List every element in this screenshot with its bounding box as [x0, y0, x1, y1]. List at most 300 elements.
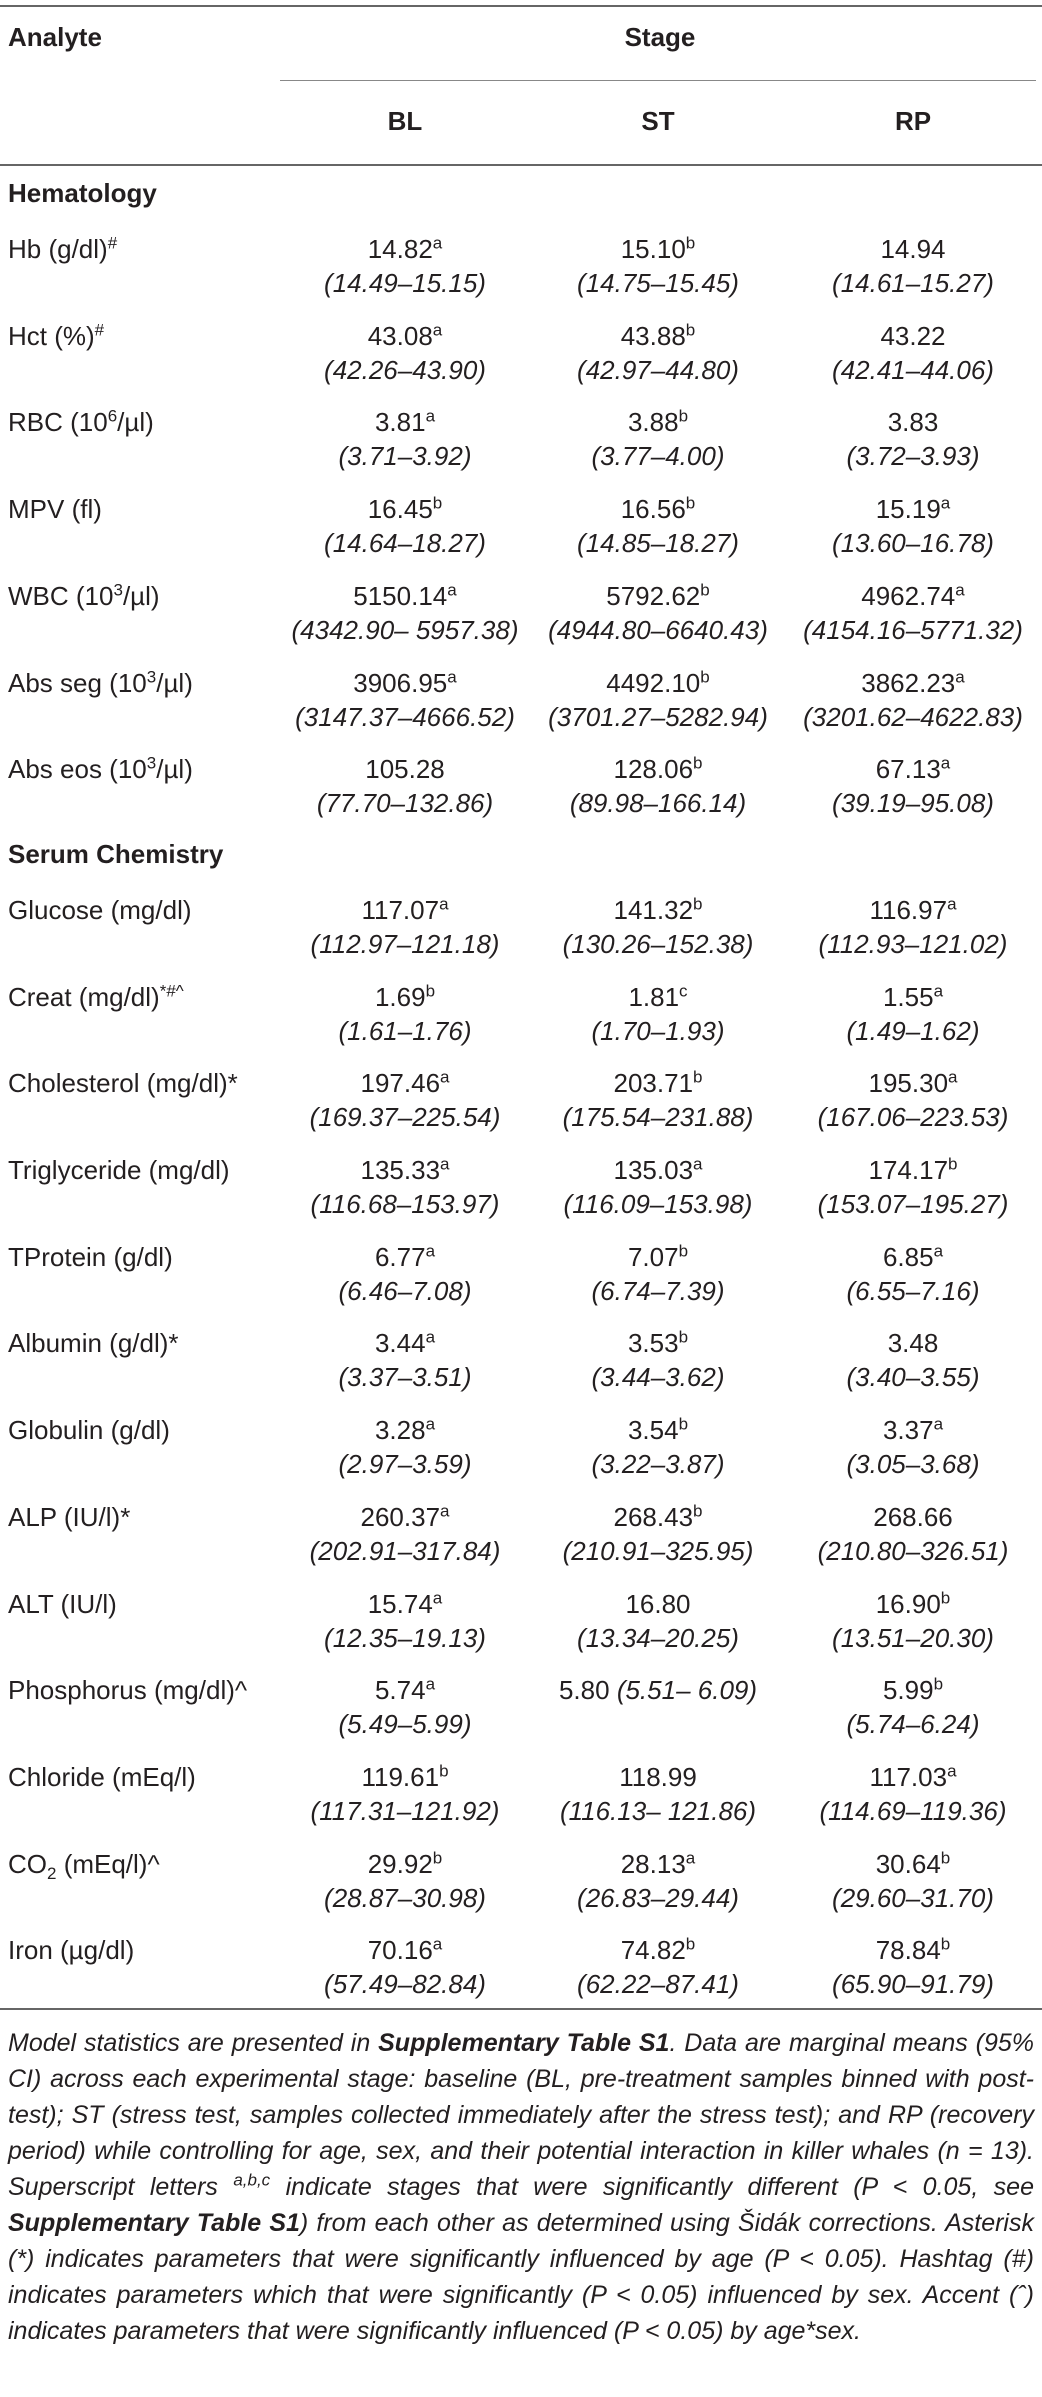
value-sup: b [940, 1847, 951, 1867]
value-rp [786, 1328, 1040, 1358]
value-bl [280, 1762, 530, 1792]
ci-bl: (202.91–317.84) [309, 1535, 501, 1566]
bottom-rule [0, 2008, 1042, 2010]
value-bl [280, 1935, 530, 1965]
value-text: 43.08 [367, 320, 433, 351]
label-text: Hct (%) [8, 320, 95, 351]
value-bl [280, 1502, 530, 1532]
value-text: 30.64 [875, 1848, 941, 1879]
value-text: 3.54 [627, 1415, 679, 1446]
value-sup: b [678, 1327, 689, 1347]
ci-rp: (153.07–195.27) [817, 1189, 1009, 1219]
value-st [530, 668, 786, 698]
value-text: 5.80 [558, 1675, 610, 1706]
value-rp [786, 668, 1040, 698]
value-sup: b [700, 580, 710, 600]
caption-text-3: indicate stages that were significantly different (P < 0.05, see [270, 2173, 1034, 2201]
row-label [8, 1328, 179, 1358]
value-sup: b [685, 493, 696, 513]
row-label [8, 668, 193, 698]
value-rp [786, 1589, 1040, 1619]
header-bl: BL [387, 106, 423, 136]
value-bl [280, 1328, 530, 1358]
value-bl [280, 234, 530, 264]
value-rp [786, 1242, 1040, 1272]
caption-letters: a,b,c [233, 2170, 271, 2190]
value-rp [786, 494, 1040, 524]
label-sup: # [94, 320, 105, 340]
value-sup: b [685, 1934, 696, 1954]
value-rp [786, 321, 1040, 351]
value-st [530, 1068, 786, 1098]
value-text: 15.10 [620, 234, 686, 264]
row-label [8, 754, 193, 784]
value-text: 78.84 [875, 1935, 941, 1966]
value-text: 5.99 [882, 1675, 934, 1706]
value-sup: a [940, 493, 951, 513]
value-text: 5.74 [374, 1675, 426, 1706]
row-label [8, 581, 160, 611]
row-label [8, 321, 104, 351]
label-text: Triglyceride (mg/dl) [8, 1155, 230, 1185]
label-sup: # [107, 233, 118, 253]
ci-st: (5.51– 6.09) [616, 1675, 758, 1706]
value-st [530, 1935, 786, 1965]
label-text: RBC (10 [8, 407, 108, 438]
value-bl [280, 982, 530, 1012]
value-text: 1.69 [374, 981, 426, 1012]
value-rp [786, 895, 1040, 925]
value-sup: a [432, 233, 443, 253]
value-st [530, 754, 786, 784]
ci-bl: (4342.90– 5957.38) [291, 614, 519, 645]
value-rp [786, 407, 1040, 437]
value-text: 1.55 [882, 981, 934, 1012]
ci-st: (13.34–20.25) [577, 1622, 739, 1653]
ci-st: (6.74–7.39) [591, 1275, 725, 1306]
value-text: 118.99 [619, 1761, 697, 1792]
row-label [8, 1935, 134, 1965]
ci-rp: (3.40–3.55) [846, 1362, 980, 1393]
value-text: 6.77 [374, 1241, 426, 1272]
value-text: 203.71 [613, 1068, 694, 1099]
value-bl [280, 1242, 530, 1272]
label-suffix: /µl) [156, 754, 193, 785]
value-rp [786, 1155, 1040, 1185]
value-sup: a [955, 580, 965, 600]
label-text: CO [8, 1848, 47, 1879]
value-text: 16.56 [620, 494, 686, 525]
value-rp [786, 982, 1040, 1012]
row-label [8, 895, 192, 925]
ci-rp: (114.69–119.36) [819, 1795, 1007, 1826]
header-st: ST [641, 106, 675, 136]
value-text: 14.94 [880, 234, 946, 264]
value-text: 29.92 [367, 1848, 433, 1879]
ci-rp: (13.60–16.78) [832, 528, 994, 559]
ci-bl: (169.37–225.54) [309, 1102, 501, 1133]
ci-rp: (6.55–7.16) [846, 1275, 980, 1306]
row-label [8, 982, 184, 1012]
ci-st: (3.77–4.00) [591, 441, 725, 472]
ci-rp: (3.05–3.68) [846, 1449, 980, 1480]
ci-st: (116.09–153.98) [563, 1189, 753, 1219]
value-text: 135.33 [360, 1155, 441, 1185]
value-text: 3.83 [887, 407, 939, 438]
label-text: ALT (IU/l) [8, 1588, 117, 1619]
value-text: 260.37 [360, 1501, 441, 1532]
value-text: 5792.62 [606, 580, 701, 611]
value-bl [280, 321, 530, 351]
value-sup: b [693, 1067, 703, 1087]
row-label [8, 1502, 130, 1532]
ci-bl: (116.68–153.97) [310, 1189, 500, 1219]
value-rp [786, 234, 1040, 264]
value-st [530, 1675, 786, 1705]
value-text: 70.16 [367, 1935, 433, 1966]
value-sup: a [432, 320, 443, 340]
value-sup: a [425, 1241, 436, 1261]
value-bl [280, 1155, 530, 1185]
value-rp [786, 754, 1040, 784]
value-bl [280, 1415, 530, 1445]
ci-rp: (167.06–223.53) [817, 1102, 1009, 1133]
ci-rp: (42.41–44.06) [832, 354, 994, 385]
value-st [530, 1155, 786, 1185]
value-rp [786, 1935, 1040, 1965]
ci-bl: (12.35–19.13) [324, 1622, 486, 1653]
value-sup: b [678, 1414, 689, 1434]
label-text: Globulin (g/dl) [8, 1415, 170, 1446]
ci-rp: (4154.16–5771.32) [803, 614, 1023, 645]
value-st [530, 895, 786, 925]
label-text: Chloride (mEq/l) [8, 1761, 196, 1792]
value-text: 16.45 [367, 494, 433, 525]
value-sup: a [440, 1154, 450, 1174]
header-rule [0, 164, 1042, 166]
value-sup: a [955, 666, 965, 686]
value-text: 16.90 [875, 1588, 941, 1619]
value-sup: a [693, 1154, 703, 1174]
row-label [8, 1762, 196, 1792]
value-st [530, 1849, 786, 1879]
value-sup: a [933, 1241, 944, 1261]
value-sup: b [425, 980, 436, 1000]
value-sup: b [693, 894, 703, 914]
label-suffix: /µl) [117, 407, 154, 438]
label-sup: *#^ [159, 980, 184, 1000]
value-text: 105.28 [365, 754, 445, 785]
row-label [8, 1155, 230, 1185]
value-bl [280, 1849, 530, 1879]
ci-st: (1.70–1.93) [591, 1015, 725, 1046]
ci-bl: (112.97–121.18) [310, 928, 500, 959]
ci-st: (4944.80–6640.43) [548, 614, 768, 645]
label-text: TProtein (g/dl) [8, 1241, 173, 1272]
value-sup: a [947, 894, 957, 914]
label-sup: 3 [146, 753, 157, 773]
ci-rp: (29.60–31.70) [832, 1882, 994, 1913]
caption-ref-1[interactable]: Supplementary Table S1 [378, 2029, 670, 2057]
ci-st: (62.22–87.41) [577, 1969, 739, 2000]
section-title: Serum Chemistry [8, 838, 224, 869]
value-sup: a [440, 1501, 450, 1521]
value-sup: a [425, 1414, 436, 1434]
value-sup: a [447, 666, 457, 686]
value-text: 3.28 [374, 1415, 426, 1446]
top-rule [0, 5, 1042, 7]
value-sup: a [933, 1414, 944, 1434]
value-text: 3.44 [374, 1328, 426, 1359]
value-text: 141.32 [613, 894, 694, 925]
ci-rp: (112.93–121.02) [818, 928, 1008, 959]
ci-rp: (14.61–15.27) [832, 268, 994, 298]
value-bl [280, 1675, 530, 1705]
label-suffix: /µl) [156, 667, 193, 698]
value-text: 43.22 [880, 320, 946, 351]
value-bl [280, 895, 530, 925]
value-sup: a [940, 753, 951, 773]
value-st [530, 494, 786, 524]
ci-rp: (13.51–20.30) [832, 1622, 994, 1653]
value-sup: b [700, 666, 710, 686]
value-sup: b [439, 1761, 449, 1781]
value-st [530, 321, 786, 351]
value-text: 15.74 [367, 1588, 433, 1619]
section-title: Hematology [8, 178, 157, 208]
ci-st: (3.22–3.87) [591, 1449, 725, 1480]
row-label [8, 1068, 238, 1098]
value-text: 135.03 [613, 1155, 694, 1185]
row-label [8, 407, 154, 437]
ci-bl: (3147.37–4666.52) [295, 701, 515, 732]
ci-rp: (5.74–6.24) [846, 1709, 980, 1740]
value-sup: a [439, 894, 449, 914]
label-sup: 3 [113, 580, 123, 600]
value-st [530, 1589, 786, 1619]
label-sup: 3 [146, 666, 157, 686]
ci-rp: (65.90–91.79) [832, 1969, 994, 2000]
ci-st: (89.98–166.14) [569, 788, 747, 819]
value-text: 1.81 [628, 981, 680, 1012]
value-bl [280, 668, 530, 698]
value-sup: a [947, 1761, 957, 1781]
label-text: Hb (g/dl) [8, 234, 108, 264]
label-text: Abs eos (10 [8, 754, 147, 785]
value-sup: a [425, 406, 436, 426]
value-sup: b [678, 406, 689, 426]
value-sup: b [948, 1154, 958, 1174]
value-sup: b [685, 233, 696, 253]
value-text: 4492.10 [606, 667, 701, 698]
label-text: Phosphorus (mg/dl)^ [8, 1675, 248, 1706]
value-rp [786, 1068, 1040, 1098]
value-bl [280, 1068, 530, 1098]
header-analyte: Analyte [8, 22, 102, 52]
value-text: 268.66 [873, 1501, 953, 1532]
value-text: 3.81 [374, 407, 426, 438]
ci-st: (3701.27–5282.94) [548, 701, 768, 732]
value-text: 67.13 [875, 754, 941, 785]
ci-st: (3.44–3.62) [591, 1362, 725, 1393]
row-label [8, 234, 117, 264]
value-st [530, 1762, 786, 1792]
value-st [530, 581, 786, 611]
value-text: 5150.14 [353, 580, 448, 611]
label-text: Abs seg (10 [8, 667, 147, 698]
value-text: 3.53 [627, 1328, 679, 1359]
value-rp [786, 1849, 1040, 1879]
value-text: 116.97 [869, 894, 948, 925]
label-text: Iron (µg/dl) [8, 1935, 135, 1966]
value-sup: b [933, 1674, 944, 1694]
header-rp: RP [894, 106, 932, 136]
value-sup: a [432, 1587, 443, 1607]
value-text: 14.82 [367, 234, 433, 264]
stage-rule [280, 80, 1036, 81]
value-text: 15.19 [875, 494, 941, 525]
label-text: ALP (IU/l)* [8, 1501, 131, 1532]
value-bl [280, 754, 530, 784]
value-text: 3.88 [627, 407, 679, 438]
ci-st: (14.75–15.45) [577, 268, 739, 298]
value-st [530, 1242, 786, 1272]
value-rp [786, 581, 1040, 611]
value-text: 117.07 [361, 894, 440, 925]
ci-bl: (77.70–132.86) [316, 788, 494, 819]
ci-bl: (1.61–1.76) [338, 1015, 472, 1046]
ci-rp: (1.49–1.62) [846, 1015, 980, 1046]
value-sup: a [425, 1674, 436, 1694]
value-text: 174.17 [868, 1155, 949, 1185]
value-sup: a [948, 1067, 958, 1087]
row-label [8, 1675, 247, 1705]
ci-rp: (39.19–95.08) [832, 788, 994, 819]
value-st [530, 1502, 786, 1532]
ci-rp: (3.72–3.93) [846, 441, 980, 472]
ci-st: (130.26–152.38) [562, 928, 754, 959]
value-st [530, 1415, 786, 1445]
value-text: 3.37 [882, 1415, 934, 1446]
label-text: Cholesterol (mg/dl)* [8, 1068, 238, 1099]
ci-bl: (3.37–3.51) [338, 1362, 472, 1393]
row-label [8, 1589, 117, 1619]
value-text: 16.80 [625, 1588, 691, 1619]
value-bl [280, 581, 530, 611]
ci-bl: (42.26–43.90) [324, 354, 486, 385]
value-sup: b [432, 1847, 443, 1867]
value-rp [786, 1415, 1040, 1445]
ci-st: (210.91–325.95) [562, 1535, 754, 1566]
value-sup: b [432, 493, 443, 513]
row-label [8, 494, 102, 524]
ci-st: (175.54–231.88) [562, 1102, 754, 1133]
value-text: 117.03 [869, 1761, 948, 1792]
label-suffix: /µl) [122, 580, 160, 611]
value-sup: b [693, 753, 703, 773]
row-label [8, 1242, 173, 1272]
value-text: 6.85 [882, 1241, 934, 1272]
ci-st: (26.83–29.44) [577, 1882, 739, 1913]
value-text: 3906.95 [353, 667, 448, 698]
value-text: 3862.23 [861, 667, 956, 698]
value-sup: a [933, 980, 944, 1000]
table-caption [8, 2025, 1034, 2349]
value-text: 4962.74 [861, 580, 956, 611]
row-label [8, 1848, 160, 1883]
value-rp [786, 1502, 1040, 1532]
caption-ref-2[interactable]: Supplementary Table S1 [8, 2209, 300, 2237]
label-text: Glucose (mg/dl) [8, 894, 192, 925]
label-sub: 2 [47, 1863, 57, 1883]
value-sup: b [685, 320, 696, 340]
label-text: MPV (fl) [8, 494, 102, 525]
value-text: 268.43 [613, 1501, 694, 1532]
ci-st: (14.85–18.27) [577, 528, 739, 559]
ci-bl: (6.46–7.08) [338, 1275, 472, 1306]
value-sup: b [678, 1241, 689, 1261]
value-sup: c [679, 980, 688, 1000]
ci-bl: (14.49–15.15) [324, 268, 486, 298]
value-rp [786, 1762, 1040, 1792]
value-text: 119.61 [361, 1761, 440, 1792]
value-text: 74.82 [620, 1935, 686, 1966]
value-text: 43.88 [620, 320, 686, 351]
caption-text-4: ) from each other as determined using Šidák corrections. Asterisk (*) indicates parameters that were significantly influenced by age (P < 0.05). Hashtag (#) indicates parameters which that were significantly (P < 0.05) influenced by sex. Accent (ˆ) indicates parameters that were significantly influenced (P < 0.05) by age*sex. [8, 2209, 1034, 2345]
value-text: 7.07 [627, 1241, 679, 1272]
value-text: 3.48 [887, 1328, 939, 1359]
value-st [530, 1328, 786, 1358]
value-text: 195.30 [868, 1068, 949, 1099]
value-bl [280, 494, 530, 524]
value-sup: b [940, 1587, 951, 1607]
value-rp [786, 1675, 1040, 1705]
ci-bl: (2.97–3.59) [338, 1449, 472, 1480]
ci-st: (116.13– 121.86) [559, 1795, 757, 1826]
value-bl [280, 407, 530, 437]
label-suffix: (mEq/l)^ [56, 1848, 160, 1879]
ci-bl: (57.49–82.84) [324, 1969, 486, 2000]
value-text: 28.13 [620, 1848, 686, 1879]
value-sup: a [685, 1847, 696, 1867]
value-bl [280, 1589, 530, 1619]
value-st [530, 982, 786, 1012]
ci-bl: (117.31–121.92) [310, 1795, 500, 1826]
ci-bl: (28.87–30.98) [324, 1882, 486, 1913]
ci-bl: (14.64–18.27) [324, 528, 486, 559]
caption-text-2: . Data are marginal means (95% CI) across each experimental stage: baseline (BL, pre-treatment samples binned with post-test); ST (stress test, samples collected immediately after the stress test); and RP (recovery period) while controlling for age, sex, and their potential interaction in killer whales (n = 13). Superscript letters [8, 2029, 1034, 2201]
value-text: 197.46 [360, 1068, 441, 1099]
value-st [530, 234, 786, 264]
value-sup: a [440, 1067, 450, 1087]
label-text: Albumin (g/dl)* [8, 1328, 179, 1359]
caption-text-1: Model statistics are presented in [8, 2029, 379, 2057]
value-sup: a [425, 1327, 436, 1347]
value-sup: a [447, 580, 457, 600]
value-sup: b [693, 1501, 703, 1521]
ci-st: (42.97–44.80) [577, 354, 739, 385]
value-st [530, 407, 786, 437]
value-sup: a [432, 1934, 443, 1954]
row-label [8, 1415, 170, 1445]
ci-rp: (3201.62–4622.83) [803, 701, 1023, 732]
value-text: 128.06 [613, 754, 694, 785]
label-text: WBC (10 [8, 580, 114, 611]
label-sup: 6 [107, 406, 118, 426]
ci-bl: (5.49–5.99) [338, 1709, 472, 1740]
header-stage: Stage [624, 22, 696, 52]
ci-rp: (210.80–326.51) [817, 1535, 1009, 1566]
